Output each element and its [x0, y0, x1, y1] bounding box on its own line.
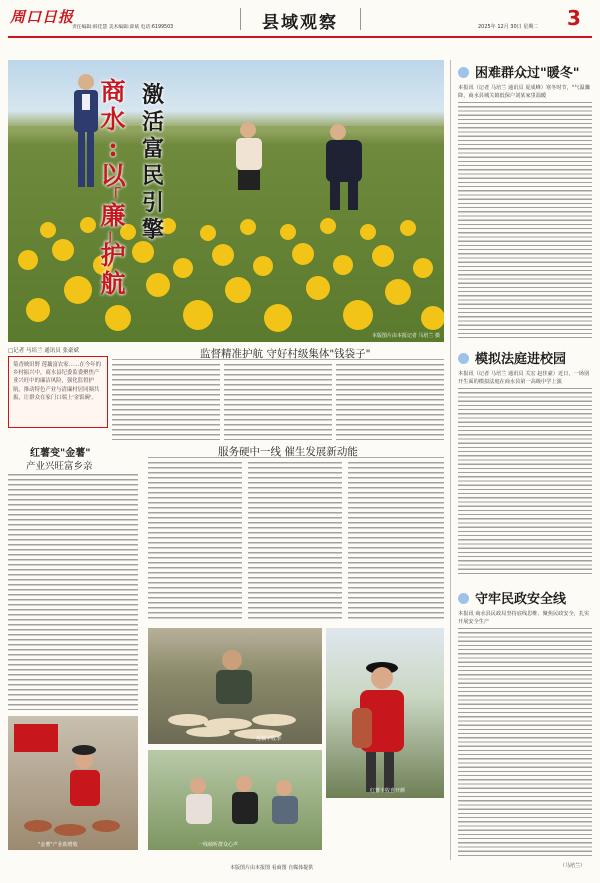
caption-golden-potato: "金薯"产业助增收 — [38, 842, 78, 848]
person-figure — [74, 74, 98, 187]
headline-char: : — [108, 133, 118, 162]
sidebar-divider — [450, 60, 451, 860]
sidebar-dateline-1: 本报讯（记者 马培兰 通讯员 夏成峰）寒冬时节，"气温骤降，商水县城关镇低保户刘某家里温暖 — [458, 85, 590, 99]
sidebar-title-warm-winter — [458, 62, 580, 81]
sidebar-article-2 — [458, 388, 592, 576]
side-heading-2: 产业兴旺富乡亲 — [26, 461, 93, 472]
flower-field-illustration — [8, 60, 444, 342]
footer-credit: 本版图片由本报图 看商图 自媒体提供 — [230, 865, 314, 871]
photo-sweet-potato-smile — [326, 628, 444, 798]
masthead-rule — [8, 36, 592, 38]
article-column-2 — [224, 364, 332, 440]
sidebar-title-safety-line — [458, 588, 566, 607]
sidebar-dateline-3: 本报讯 商水县民政局坚持底线思维、聚焦民政安全，扎实开展安全生产 — [458, 611, 590, 625]
headline-bracket: 」 — [104, 226, 121, 245]
headline-bracket: 「 — [104, 186, 121, 205]
sidebar-article-1 — [458, 102, 592, 338]
interview-illustration — [148, 750, 322, 850]
sidebar-title-text: 守牢民政安全线 — [475, 592, 567, 607]
page-number: 3 — [567, 6, 581, 30]
photo-lotus-harvest — [148, 628, 322, 744]
lead-intro-box — [8, 356, 108, 428]
headline-char: 水 — [100, 105, 126, 134]
masthead-divider-left — [240, 8, 241, 30]
lead-headline-second — [139, 82, 167, 244]
headline-char: 引 — [141, 190, 164, 216]
photo-field-interview — [148, 750, 322, 850]
article-column-1 — [112, 364, 220, 440]
headline-char: 擎 — [141, 217, 164, 243]
lead-intro-text: 菊香映田野 莲藕富农家……在今年的乡村振兴中，商水县纪委监委聚焦产业兴旺中的廉洁风险，强化监督护航，推动特色产业与清廉村居同频共振，让群众在家门口端上'金饭碗'。 — [13, 362, 101, 401]
subhead-service: 服务硬中一线 催生发展新动能 — [218, 446, 358, 458]
section-title: 县域观察 — [262, 13, 338, 33]
headline-char: 富 — [141, 136, 164, 162]
masthead-meta: 责任编辑:韩佳慧 美术编辑:薛斌 电话:6199503 — [72, 25, 174, 30]
headline-char: 以 — [100, 161, 126, 190]
section-bullet-icon — [458, 593, 469, 604]
sidebar-article-3 — [458, 628, 592, 858]
lotus-harvest-illustration — [148, 628, 322, 744]
lead-photo-credit: 本版图片由本报记者 马培兰 摄 — [371, 333, 440, 339]
sidebar-dateline-2: 本报讯（记者 马培兰 通讯员 关宏 赵佳豪）近日，一场别开生面的模拟法庭在商水县第一高级中学上演 — [458, 371, 590, 385]
subhead-rule-2 — [148, 457, 444, 458]
article-column-5 — [248, 462, 342, 622]
masthead-date: 2025年 12月 30日 星期二 — [478, 24, 539, 30]
headline-char: 航 — [100, 269, 126, 298]
section-bullet-icon — [458, 67, 469, 78]
subhead-rule-1 — [112, 359, 444, 360]
lead-headline — [98, 78, 128, 298]
sweet-potato-stall-illustration — [8, 716, 138, 850]
sidebar-tail: （马培兰） — [560, 863, 586, 869]
headline-char: 商 — [100, 77, 126, 106]
sidebar-title-text: 模拟法庭进校园 — [475, 352, 567, 367]
sidebar-title-text: 困难群众过"暖冬" — [475, 66, 580, 81]
article-column-3 — [336, 364, 444, 440]
caption-lotus: 莲藕丰收季 — [256, 736, 282, 742]
photo-sweet-potato-industry — [8, 716, 138, 850]
article-column-6 — [348, 462, 444, 622]
headline-char: 廉 — [100, 201, 126, 230]
sidebar-title-mock-court — [458, 348, 566, 367]
caption-sweet-potato: 红薯丰收喜开颜 — [370, 788, 406, 794]
section-bullet-icon — [458, 353, 469, 364]
headline-char: 激 — [141, 82, 164, 108]
lead-byline: □记者 马培兰 通讯员 张豪斌 — [8, 348, 79, 354]
woman-holding-sweet-potato — [326, 628, 444, 798]
headline-char: 护 — [100, 241, 126, 270]
article-column-left — [8, 474, 138, 710]
side-heading-1: 红薯变"金薯" — [30, 448, 91, 459]
article-column-4 — [148, 462, 242, 622]
newspaper-logo: 周口日报 — [10, 8, 75, 26]
subhead-supervision: 监督精准护航 守好村级集体"钱袋子" — [200, 348, 371, 360]
headline-char: 活 — [141, 109, 164, 135]
caption-interview: 一线倾听群众心声 — [198, 842, 239, 848]
masthead-divider-right — [360, 8, 361, 30]
headline-char: 民 — [141, 163, 164, 189]
lead-photo-chrysanthemum-field — [8, 60, 444, 342]
